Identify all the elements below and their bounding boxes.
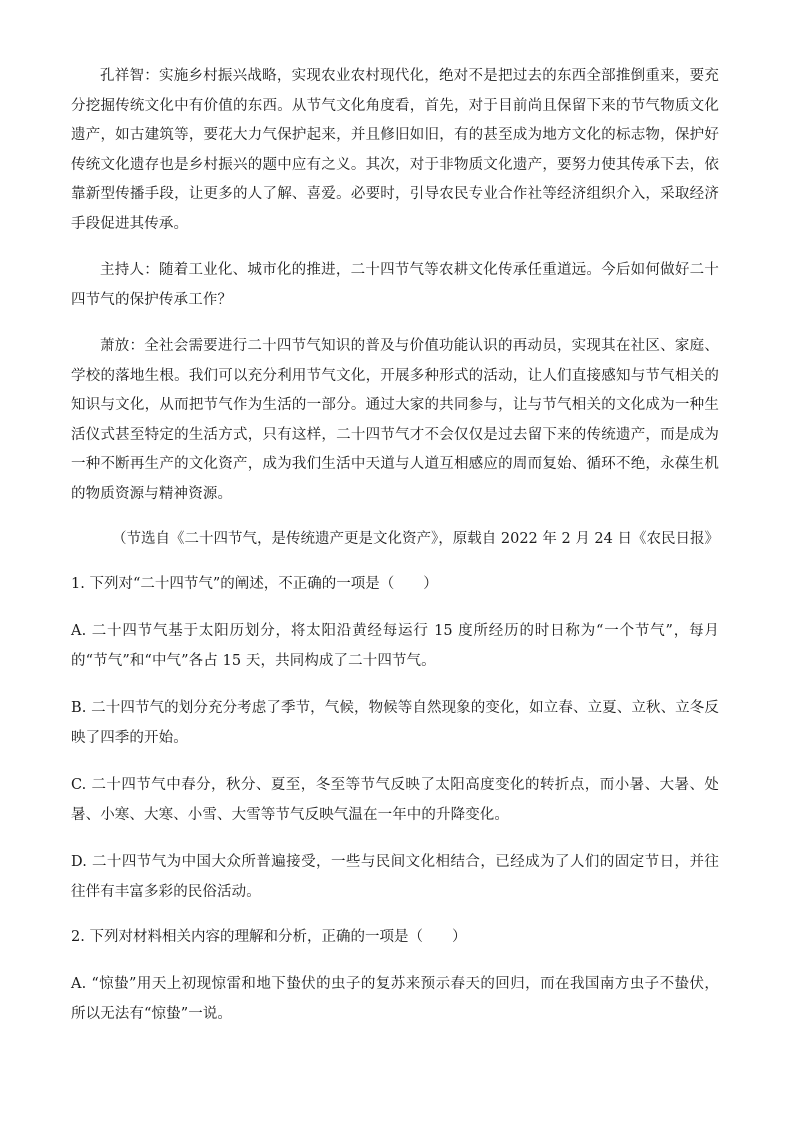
question-1-option-b: B. 二十四节气的划分充分考虑了季节，气候，物候等自然现象的变化，如立春、立夏、立秋、立冬反映了四季的开始。: [71, 700, 719, 746]
question-1-stem: 1. 下列对“二十四节气”的阐述，不正确的一项是（ ）: [71, 576, 438, 592]
question-2-option-a: A. “惊蛰”用天上初现惊雷和地下蛰伏的虫子的复苏来预示春天的回归，而在我国南方虫子不蛰伏，所以无法有“惊蛰”一说。: [71, 976, 719, 1022]
document-page: [71, 62, 719, 1029]
question-1-option-d: D. 二十四节气为中国大众所普遍接受，一些与民间文化相结合，已经成为了人们的固定节日，并往往伴有丰富多彩的民俗活动。: [71, 854, 719, 900]
source-citation: （节选自《二十四节气，是传统遗产更是文化资产》，原载自 2022 年 2 月 24 日《农民日报》: [112, 531, 719, 547]
passage-paragraph-kong: 孔祥智：实施乡村振兴战略，实现农业农村现代化，绝对不是把过去的东西全部推倒重来，要充分挖掘传统文化中有价值的东西。从节气文化角度看，首先，对于目前尚且保留下来的节气物质文化遗产，如古建筑等，要花大力气保护起来，并且修旧如旧，有的甚至成为地方文化的标志物，保护好传统文化遗存也是乡村振兴的题中应有之义。其次，对于非物质文化遗产，要努力使其传承下去，依靠新型传播手段，让更多的人了解、喜爱。必要时，引导农民专业合作社等经济组织介入，采取经济手段促进其传承。: [71, 68, 719, 232]
question-1-option-a: A. 二十四节气基于太阳历划分，将太阳沿黄经每运行 15 度所经历的时日称为“一个节气”，每月的“节气”和“中气”各占 15 天，共同构成了二十四节气。: [71, 623, 719, 669]
passage-paragraph-xiao: 萧放：全社会需要进行二十四节气知识的普及与价值功能认识的再动员，实现其在社区、家庭、学校的落地生根。我们可以充分利用节气文化，开展多种形式的活动，让人们直接感知与节气相关的知识与文化，从而把节气作为生活的一部分。通过大家的共同参与，让与节气相关的文化成为一种生活仪式甚至特定的生活方式，只有这样，二十四节气才不会仅仅是过去留下来的传统遗产，而是成为一种不断再生产的文化资产，成为我们生活中天道与人道互相感应的周而复始、循环不绝，永葆生机的物质资源与精神资源。: [71, 338, 719, 502]
passage-paragraph-host: 主持人：随着工业化、城市化的推进，二十四节气等农耕文化传承任重道远。今后如何做好二十四节气的保护传承工作？: [71, 262, 719, 308]
question-1-option-c: C. 二十四节气中春分，秋分、夏至，冬至等节气反映了太阳高度变化的转折点，而小暑、大暑、处暑、小寒、大寒、小雪、大雪等节气反映气温在一年中的升降变化。: [71, 777, 719, 823]
question-2-stem: 2. 下列对材料相关内容的理解和分析，正确的一项是（ ）: [71, 929, 467, 945]
